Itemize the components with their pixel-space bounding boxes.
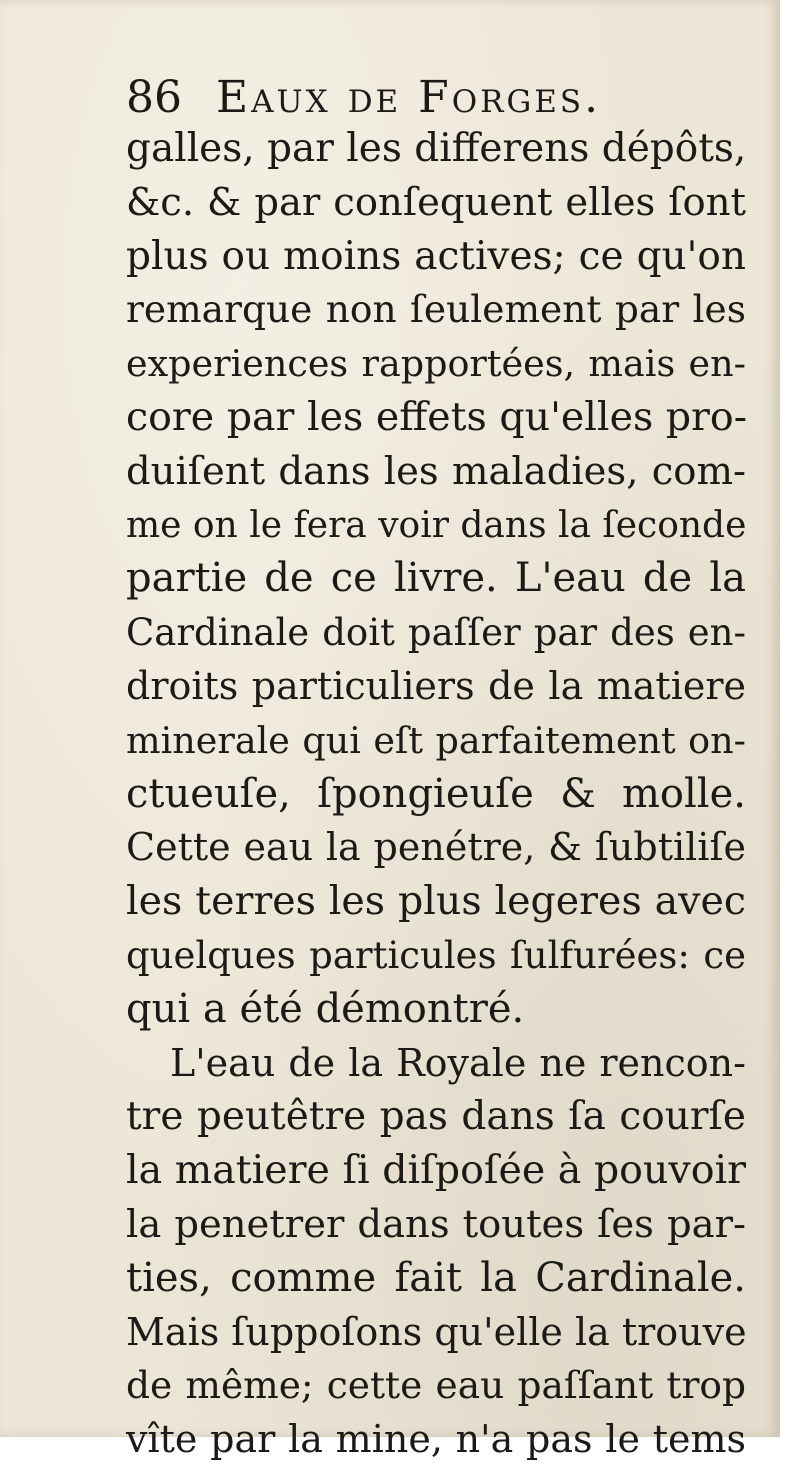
text-line: droits particuliers de la matiere [126,663,746,708]
text-line: me on le fera voir dans la ſeconde [126,504,747,546]
text-line: Cette eau la penétre, & ſubtiliſe [126,825,746,870]
text-line: plus ou moins actives; ce qu'on [126,233,746,279]
text-line: &c. & par conſequent elles ſont [126,179,746,225]
running-title: Eaux de Forges. [216,72,602,123]
text-line: la penetrer dans toutes ſes par- [126,1201,746,1247]
text-line: quelques particules ſulfurées: ce [126,933,746,977]
text-line: L'eau de la Royale ne rencon- [170,1040,746,1085]
page-number: 86 [126,72,182,123]
text-line: ctueuſe, ſpongieuſe & molle. [126,770,746,817]
text-line: de même; cette eau paſſant trop [126,1363,746,1408]
text-line: vîte par la mine, n'a pas le tems [126,1417,746,1462]
page-margin [780,0,800,1437]
text-line: galles, par les differens dépôts, [126,126,747,171]
text-line: partie de ce livre. L'eau de la [126,555,746,602]
text-line: les terres les plus legeres avec [126,878,746,925]
text-line: minerale qui eſt parfaitement on- [126,718,746,762]
text-line: experiences rapportées, mais en- [126,342,746,386]
text-line: core par les effets qu'elles pro- [126,393,748,440]
text-line: ties, comme fait la Cardinale. [126,1254,746,1301]
text-line: tre peutêtre pas dans ſa courſe [126,1094,746,1140]
text-line: qui a été démontré. [126,985,525,1032]
page-header [126,68,746,128]
text-line: Mais ſuppoſons qu'elle la trouve [126,1309,747,1354]
text-line: remarque non ſeulement par les [126,287,746,332]
text-line: la matiere ſi diſpoſée à pouvoir [126,1147,747,1194]
text-line: duiſent dans les maladies, com- [126,448,746,494]
body-text [126,122,746,1467]
text-line: Cardinale doit paſſer par des en- [126,611,746,655]
